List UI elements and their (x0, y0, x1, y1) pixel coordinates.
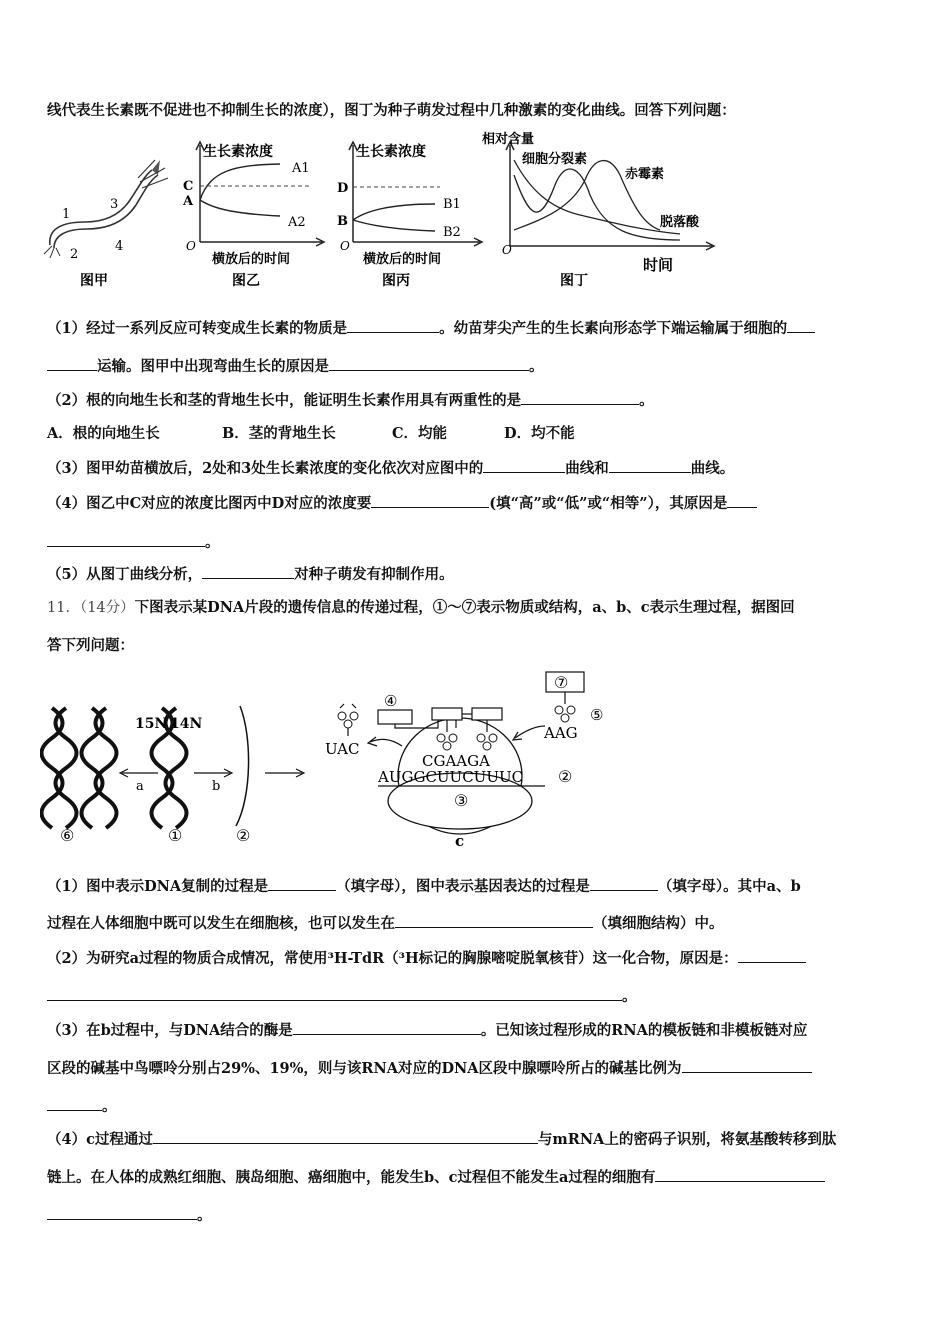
bing-curve-b2: B2 (443, 225, 461, 240)
answer-blank[interactable] (371, 493, 489, 508)
ding-xlabel: 时间 (643, 256, 674, 274)
answer-blank[interactable] (521, 390, 639, 405)
answer-blank[interactable] (153, 1129, 538, 1144)
q10-part2: （2）根的向地生长和茎的背地生长中，能证明生长素作用具有两重性的是 。 (47, 392, 654, 409)
answer-blank[interactable] (47, 356, 97, 371)
anticodon-uac: UAC (325, 740, 360, 758)
yi-tick-c: C (183, 179, 194, 194)
yi-ylabel: 生长素浓度 (203, 144, 273, 160)
answer-blank[interactable] (590, 876, 658, 891)
figure-bing (337, 142, 482, 289)
yi-xlabel: 横放后的时间 (212, 252, 291, 267)
q10-part4-line2: 。 (47, 532, 910, 553)
q11-part3-line1: （3）在b过程中，与DNA结合的酶是 。已知该过程形成的RNA的模板链和非模板链对应 (47, 1022, 808, 1039)
answer-blank[interactable] (47, 986, 622, 1001)
dna-helix-6a (42, 708, 77, 828)
marker-5: ⑤ (590, 706, 604, 724)
box-4 (378, 710, 412, 724)
q11-part2-line2: 。 (47, 986, 910, 1007)
label-14n: 14N (170, 716, 203, 732)
marker-1: ① (168, 826, 183, 845)
jia-label-4: 4 (115, 239, 124, 254)
yi-origin: O (186, 239, 196, 253)
bing-origin: O (340, 239, 350, 253)
hormone-figures (40, 130, 730, 295)
bing-curve-b1: B1 (443, 197, 461, 212)
marker-2-right: ② (558, 767, 573, 786)
intro-line: 线代表生长素既不促进也不抑制生长的浓度），图丁为种子萌发过程中几种激素的变化曲线。回答下列问题： (47, 102, 736, 119)
answer-blank[interactable] (609, 458, 691, 473)
answer-blank[interactable] (202, 564, 294, 579)
label-15n: 15N (135, 716, 168, 732)
bing-xlabel: 横放后的时间 (363, 252, 442, 267)
anticodons-cgaaga: CGAAGA (422, 752, 490, 770)
mrna-sequence: AUGGCUUCUUUC (378, 768, 524, 786)
q11-part4-line1: （4）c过程通过 与mRNA上的密码子识别，将氨基酸转移到肽 (47, 1131, 837, 1148)
ding-caption: 图丁 (560, 273, 588, 289)
answer-blank[interactable] (738, 948, 806, 963)
yi-curve-a2: A2 (288, 215, 306, 230)
label-c: c (455, 832, 465, 850)
option-a[interactable]: A．根的向地生长 (47, 425, 160, 442)
ding-ylabel: 相对含量 (482, 132, 535, 147)
option-b[interactable]: B．茎的背地生长 (222, 425, 336, 442)
bing-tick-b: B (337, 214, 348, 229)
option-c[interactable]: C．均能 (392, 425, 448, 442)
marker-7: ⑦ (554, 673, 569, 692)
answer-blank[interactable] (329, 356, 529, 371)
figure-jia (44, 160, 168, 289)
q10-part1-line2: 运输。图甲中出现弯曲生长的原因是 。 (47, 356, 910, 377)
figure-ding (482, 131, 714, 289)
answer-blank[interactable] (395, 913, 593, 928)
answer-blank[interactable] (483, 458, 565, 473)
q11-part4-line3: 。 (47, 1205, 910, 1226)
ding-series-gibberellin: 赤霉素 (625, 167, 665, 182)
yi-caption: 图乙 (232, 273, 260, 289)
label-b: b (212, 779, 221, 794)
jia-label-3: 3 (110, 197, 119, 212)
q10-part1-line1: （1）经过一系列反应可转变成生长素的物质是 。幼苗芽尖产生的生长素向形态学下端运输属于细胞的 (47, 318, 910, 339)
q10-part4-line1: （4）图乙中C对应的浓度比图丙中D对应的浓度要 (填“高”或“低”或“相等”），其原因是 (47, 493, 910, 514)
bing-caption: 图丙 (382, 273, 410, 289)
marker-4: ④ (384, 692, 398, 710)
marker-6: ⑥ (60, 826, 75, 845)
jia-caption: 图甲 (80, 273, 108, 289)
answer-blank[interactable] (787, 318, 815, 333)
marker-3: ③ (454, 791, 469, 810)
q10-part3: （3）图甲幼苗横放后，2处和3处生长素浓度的变化依次对应图中的 曲线和 曲线。 (47, 460, 735, 477)
q11-part1-line2: 过程在人体细胞中既可以发生在细胞核，也可以发生在 （填细胞结构）中。 (47, 915, 724, 932)
jia-label-2: 2 (70, 247, 79, 262)
figure-yi (182, 142, 324, 289)
q11-part4-line2: 链上。在人体的成熟红细胞、胰岛细胞、癌细胞中，能发生b、c过程但不能发生a过程的细胞有 (47, 1167, 910, 1188)
q11-part3-line3: 。 (47, 1096, 910, 1117)
dna-helix-6b (82, 708, 117, 828)
q11-part2-line1: （2）为研究a过程的物质合成情况，常使用³H-TdR（³H标记的胸腺嘧啶脱氧核苷）这一化合物，原因是： (47, 948, 910, 969)
mrna-strand (236, 706, 249, 826)
yi-curve-a1: A1 (292, 161, 310, 176)
q11-stem-line1: 11．（14分）下图表示某DNA片段的遗传信息的传递过程，①～⑦表示物质或结构，a、b、c表示生理过程，据图回 (47, 599, 795, 616)
bing-ylabel: 生长素浓度 (356, 144, 426, 160)
jia-label-1: 1 (62, 207, 71, 222)
answer-blank[interactable] (47, 1096, 102, 1111)
ding-series-cytokinin: 细胞分裂素 (522, 152, 588, 167)
answer-blank[interactable] (727, 493, 757, 508)
option-d[interactable]: D．均不能 (504, 425, 575, 442)
answer-blank[interactable] (293, 1020, 481, 1035)
codon-aag: AAG (544, 724, 578, 742)
yi-tick-a: A (183, 194, 194, 209)
answer-blank[interactable] (655, 1167, 825, 1182)
label-a: a (136, 779, 144, 794)
dna-transfer-diagram (40, 666, 630, 856)
q11-stem-line2: 答下列问题： (47, 637, 134, 654)
q10-part5: （5）从图丁曲线分析， 对种子萌发有抑制作用。 (47, 566, 454, 583)
answer-blank[interactable] (47, 1205, 197, 1220)
q10-options (47, 424, 910, 444)
q11-part3-line2: 区段的碱基中鸟嘌呤分别占29%、19%，则与该RNA对应的DNA区段中腺嘌呤所占的碱基比例为 (47, 1058, 910, 1079)
answer-blank[interactable] (347, 318, 439, 333)
bing-tick-d: D (337, 181, 349, 196)
ding-series-abscisic: 脱落酸 (660, 215, 700, 230)
q11-part1-line1: （1）图中表示DNA复制的过程是 （填字母），图中表示基因表达的过程是 （填字母）。其中a、b (47, 878, 801, 895)
answer-blank[interactable] (47, 532, 205, 547)
answer-blank[interactable] (682, 1058, 812, 1073)
marker-2-left: ② (236, 826, 251, 845)
ding-origin: O (502, 243, 512, 257)
answer-blank[interactable] (268, 876, 336, 891)
